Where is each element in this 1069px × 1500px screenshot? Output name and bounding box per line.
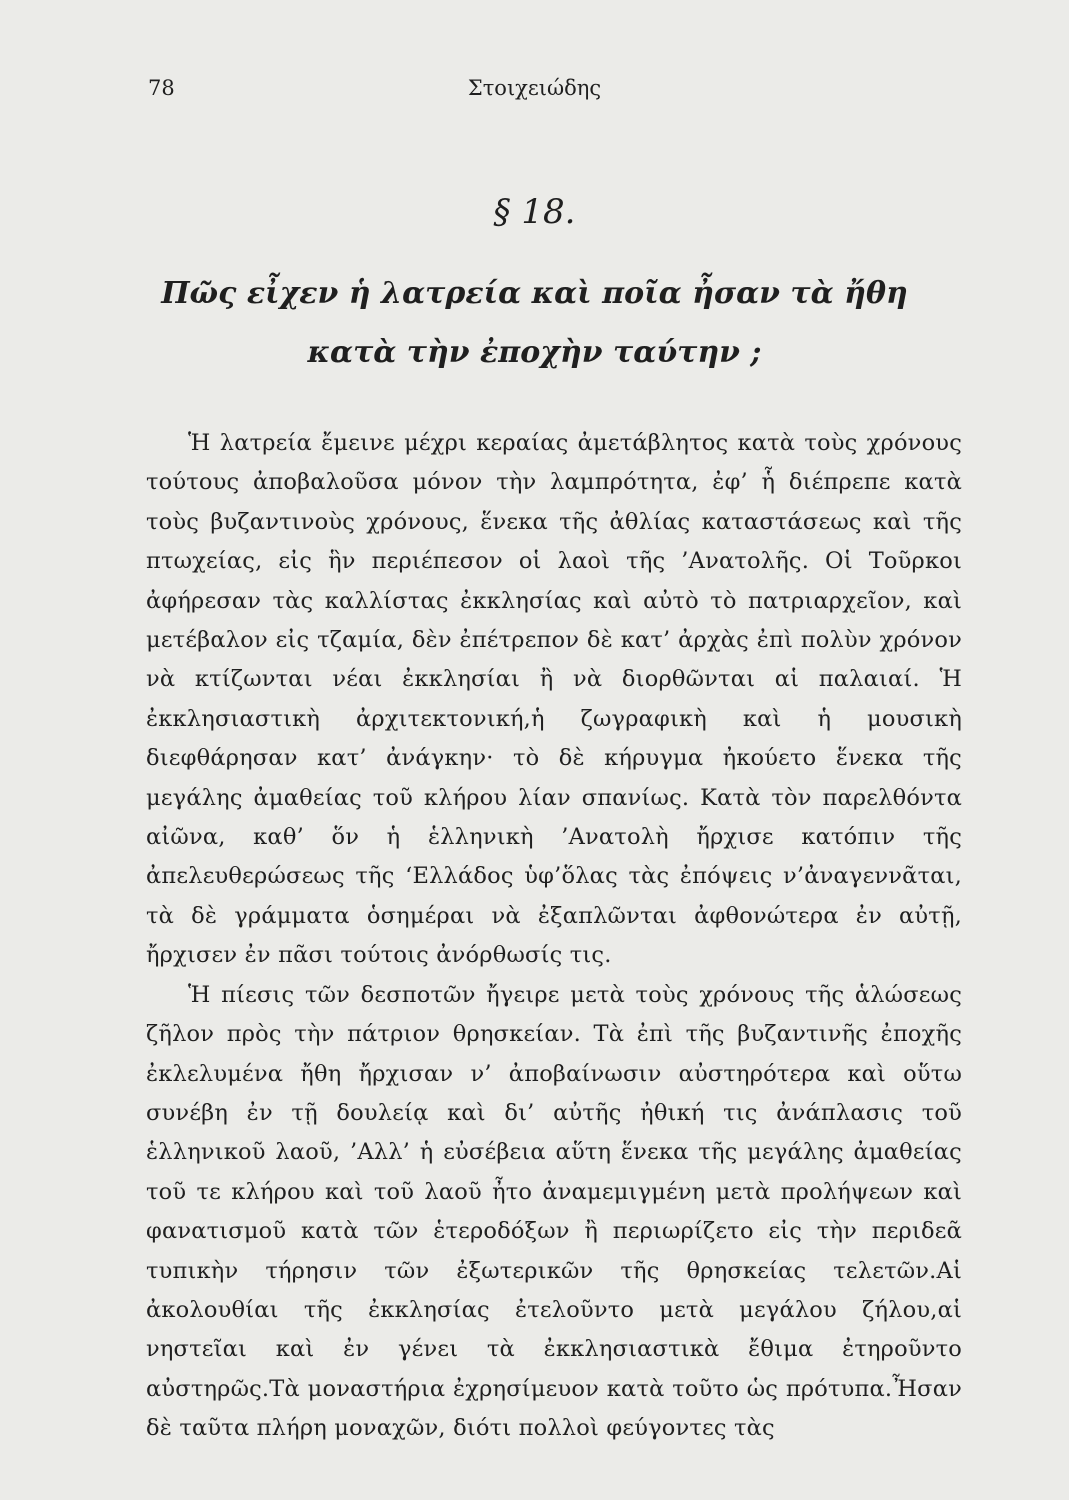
section-title-line-1: Πῶς εἶχεν ἡ λατρεία καὶ ποῖα ἦσαν τὰ ἤθη [161, 276, 908, 311]
section-number: § 18. [493, 192, 576, 232]
paragraph-1: Ἡ λατρεία ἔμεινε μέχρι κεραίας ἀμετάβλητος κατὰ τοὺς χρόνους τούτους ἀποβαλοῦσα μόνον τὴν λαμπρότητα, ἐφ’ ἧ διέπρεπε κατὰ τοὺς βυζαντινοὺς χρόνους, ἕνεκα τῆς ἀθλίας καταστάσεως καὶ τῆς πτωχείας, εἰς ἣν περιέπεσον οἱ λαοὶ τῆς ’Ανατολῆς. Οἱ Τοῦρκοι ἀφήρεσαν τὰς καλλίστας ἐκκλησίας καὶ αὐτὸ τὸ πατριαρχεῖον, καὶ μετέβαλον εἰς τζαμία, δὲν ἐπέτρεπον δὲ κατ’ ἀρχὰς ἐπὶ πολὺν χρόνον νὰ κτίζωνται νέαι ἐκκλησίαι ἢ νὰ διορθῶνται αἱ παλαιαί. Ἡ ἐκκλησιαστικὴ ἀρχιτεκτονική,ἡ ζωγραφικὴ καὶ ἡ μουσικὴ διεφθάρησαν κατ’ ἀνάγκην· τὸ δὲ κήρυγμα ἠκούετο ἕνεκα τῆς μεγάλης ἀμαθείας τοῦ κλήρου λίαν σπανίως. Κατὰ τὸν παρελθόντα αἰῶνα, καθ’ ὅν ἡ ἑλληνικὴ ’Ανατολὴ ἤρχισε κατόπιν τῆς ἀπελευθερώσεως τῆς ‘Ελλάδος ὑφ’ὅλας τὰς ἐπόψεις ν’ἀναγεννᾶται, τὰ δὲ γράμματα ὁσημέραι νὰ ἐξαπλῶνται ἀφθονώτερα ἐν αὐτῇ, ἤρχισεν ἐν πᾶσι τούτοις ἀνόρθωσίς τις. [146, 430, 962, 969]
running-title: Στοιχειώδης [467, 76, 602, 100]
paragraph-2: Ἡ πίεσις τῶν δεσποτῶν ἤγειρε μετὰ τοὺς χρόνους τῆς ἁλώσεως ζῆλον πρὸς τὴν πάτριον θρησκείαν. Τὰ ἐπὶ τῆς βυζαντινῆς ἐποχῆς ἐκλελυμένα ἤθη ἤρχισαν ν’ ἀποβαίνωσιν αὐστηρότερα καὶ οὕτω συνέβη ἐν τῇ δουλείᾳ καὶ δι’ αὐτῆς ἠθική τις ἀνάπλασις τοῦ ἑλληνικοῦ λαοῦ, ’Αλλ’ ἡ εὐσέβεια αὕτη ἕνεκα τῆς μεγάλης ἀμαθείας τοῦ τε κλήρου καὶ τοῦ λαοῦ ἦτο ἀναμεμιγμένη μετὰ προλήψεων καὶ φανατισμοῦ κατὰ τῶν ἑτεροδόξων ἢ περιωρίζετο εἰς τὴν περιδεᾶ τυπικὴν τήρησιν τῶν ἐξωτερικῶν τῆς θρησκείας τελετῶν.Αἱ ἀκολουθίαι τῆς ἐκκλησίας ἐτελοῦντο μετὰ μεγάλου ζήλου,αἱ νηστεῖαι καὶ ἐν γένει τὰ ἐκκλησιαστικὰ ἔθιμα ἐτηροῦντο αὐστηρῶς.Τὰ μοναστήρια ἐχρησίμευον κατὰ τοῦτο ὡς πρότυπα.Ἦσαν δὲ ταῦτα πλήρη μοναχῶν, διότι πολλοὶ φεύγοντες τὰς [146, 981, 962, 1442]
section-title-line-2: κατὰ τὴν ἐποχὴν ταύτην ; [307, 335, 762, 370]
page-number: 78 [148, 76, 175, 100]
body-text [146, 424, 962, 1449]
running-head [0, 76, 1069, 106]
